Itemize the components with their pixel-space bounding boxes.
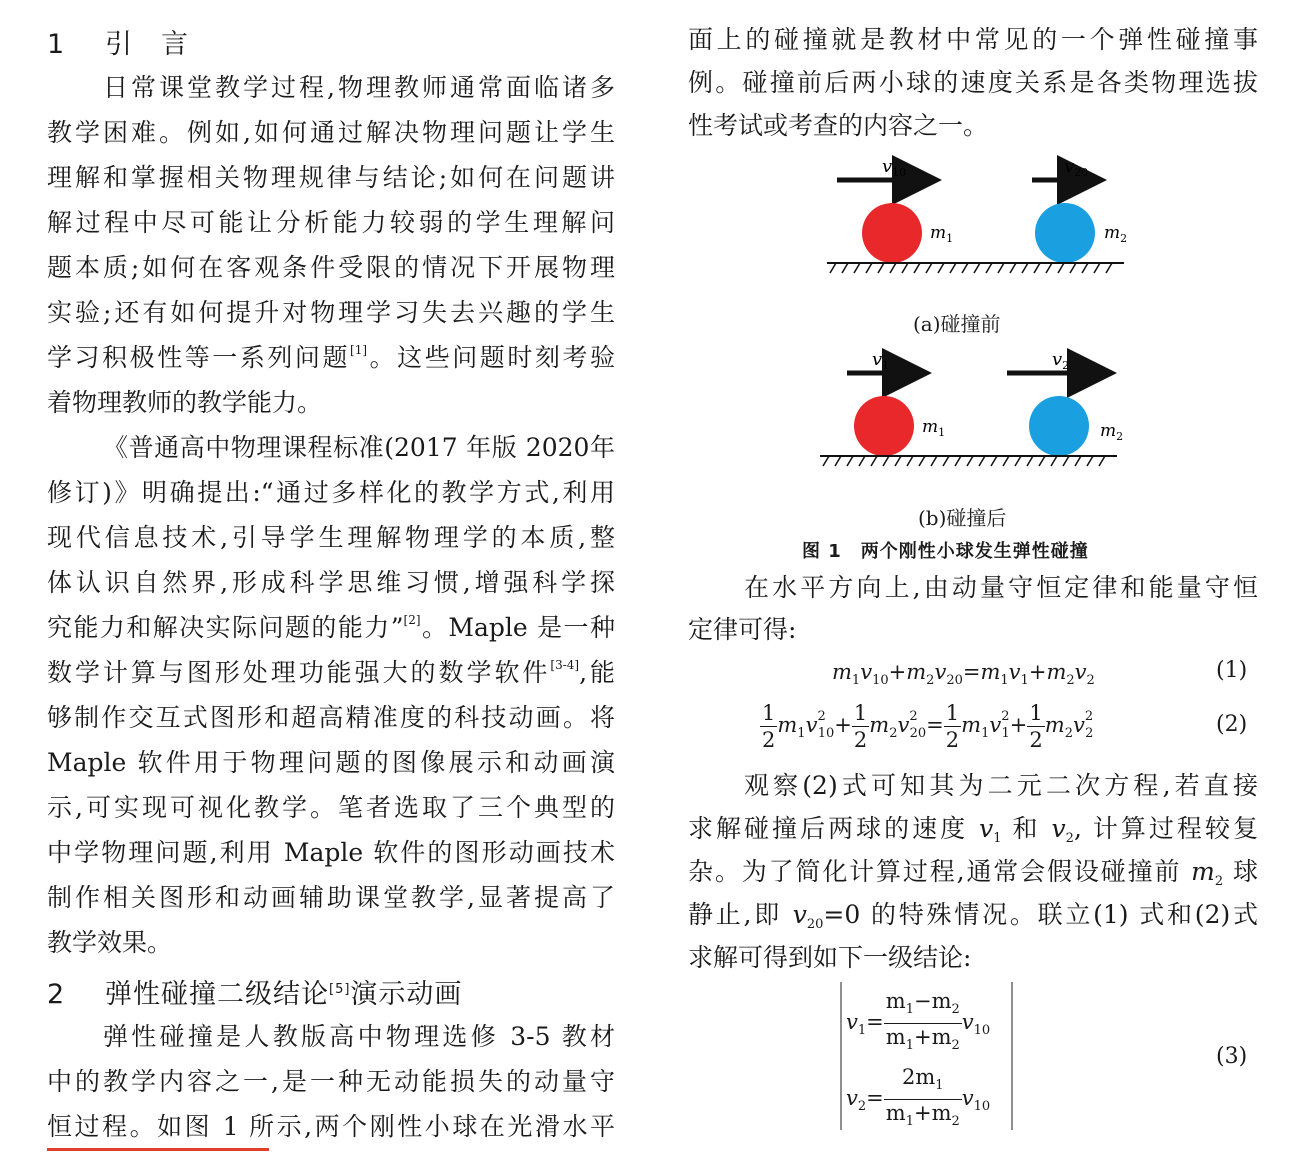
equation-2: $\frac{1}{2}$ $m_1v^2_{10}+$ $\frac{1}{2}$ $m_2v^2_{20}=$ $\frac{1}{2}$ $m_1v^2_1+$ $\frac{1}{2}$ $m_2v^2_2$ [762, 701, 1094, 752]
text-line: 题本质;如何在客观条件受限的情况下开展物理 [47, 253, 615, 282]
hatch-tick [967, 456, 973, 466]
velocity-label-left: $v_{10}$ [882, 156, 907, 179]
text-line-with-math: 杂。为了简化计算过程,通常会假设碰撞前 $m_2$ 球 [688, 857, 1258, 889]
text-line: 理解和掌握相关物理规律与结论;如何在问题讲 [47, 163, 615, 192]
text-line: 《普通高中物理课程标准(2017 年版 2020年 [103, 433, 615, 462]
hatch-tick [883, 456, 889, 466]
ground-hatching [823, 456, 1105, 466]
text-line-with-math: 静止,即 $v_{20}=0$ 的特殊情况。联立(1) 式和(2)式 [688, 900, 1258, 932]
text-line-with-math: 求解碰撞后两球的速度 $v_1$ 和 $v_2$, 计算过程较复 [688, 814, 1258, 846]
equation-3-line-1: $v_1=$ $\frac{m_1-m_2}{m_1+m_2}$ $v_{10}$ [846, 989, 991, 1053]
text-line: 现代信息技术,引导学生理解物理学的本质,整 [47, 523, 615, 552]
text-line-with-citation [47, 657, 615, 689]
equation-number: (3) [1216, 1044, 1248, 1069]
hatch-tick [974, 263, 980, 273]
ball-m2 [1035, 203, 1095, 263]
ground-hatching [830, 263, 1112, 273]
text-segment: 的特殊情况。联立(1) 式和(2)式 [871, 900, 1258, 929]
text-line: 日常课堂教学过程,物理教师通常面临诸多 [103, 73, 615, 102]
hatch-tick [1058, 263, 1064, 273]
text-segment: 。Maple 是一种 [420, 613, 615, 642]
hatch-tick [919, 456, 925, 466]
text-segment: 球 [1232, 857, 1258, 886]
hatch-tick [878, 263, 884, 273]
velocity-label-right: $v_{20}$ [1064, 156, 1089, 179]
equation-3-line-2: $v_2=$ $\frac{2m_1}{m_1+m_2}$ $v_{10}$ [846, 1065, 991, 1129]
text-line: 观察(2)式可知其为二元二次方程,若直接 [744, 771, 1258, 800]
hatch-tick [842, 263, 848, 273]
text-segment: 求解碰撞后两球的速度 [688, 814, 969, 843]
text-line: 示,可实现可视化教学。笔者选取了三个典型的 [47, 793, 615, 822]
text-line: Maple 软件用于物理问题的图像展示和动画演 [47, 748, 615, 777]
section-heading-introduction [47, 22, 189, 61]
hatch-tick [938, 263, 944, 273]
figure-panel-after [820, 349, 1123, 466]
section-title: 弹性碰撞二级结论 [105, 979, 329, 1010]
text-line: 定律可得: [688, 615, 797, 644]
text-line: 中的教学内容之一,是一种无动能损失的动量守 [47, 1067, 615, 1096]
section-number: 2 [47, 979, 66, 1010]
ball-m2 [1029, 396, 1089, 456]
mass-label-m2: $m_2$ [1104, 223, 1128, 245]
text-line: 恒过程。如图 1 所示,两个刚性小球在光滑水平 [47, 1112, 615, 1141]
velocity-label-left: $v_1$ [872, 349, 890, 372]
hatch-tick [991, 456, 997, 466]
text-line: 教学效果。 [47, 928, 173, 957]
hatch-tick [914, 263, 920, 273]
hatch-tick [986, 263, 992, 273]
hatch-tick [1082, 263, 1088, 273]
hatch-tick [979, 456, 985, 466]
ball-m1 [862, 203, 922, 263]
figure-title: 图 1 两个刚性小球发生弹性碰撞 [802, 541, 1089, 562]
equation-number: (1) [1216, 658, 1248, 683]
text-line-with-citation [47, 612, 615, 644]
text-segment: 和 [1012, 814, 1041, 843]
citation-ref: [2] [403, 613, 421, 627]
mass-label-m1: $m_1$ [922, 417, 946, 439]
section-title: 引 言 [105, 29, 189, 60]
hatch-tick [823, 456, 829, 466]
subfigure-caption-a: (a)碰撞前 [913, 312, 1001, 336]
text-line-with-citation [47, 342, 615, 374]
text-line: 求解可得到如下一级结论: [688, 943, 972, 972]
hatch-tick [871, 456, 877, 466]
hatch-tick [1094, 263, 1100, 273]
hatch-tick [1099, 456, 1105, 466]
hatch-tick [1010, 263, 1016, 273]
equation-3 [836, 980, 1018, 1132]
text-line: 着物理教师的教学能力。 [47, 388, 323, 417]
text-line: 例。碰撞前后两小球的速度关系是各类物理选拔 [688, 68, 1258, 97]
ball-m1 [854, 396, 914, 456]
text-line: 实验;还有如何提升对物理学习失去兴趣的学生 [47, 298, 615, 327]
section-number: 1 [47, 29, 66, 60]
mass-label-m1: $m_1$ [930, 223, 954, 245]
citation-ref: [3-4] [550, 658, 580, 672]
hatch-tick [1022, 263, 1028, 273]
hatch-tick [1034, 263, 1040, 273]
text-line: 弹性碰撞是人教版高中物理选修 3-5 教材 [103, 1022, 615, 1051]
hatch-tick [1063, 456, 1069, 466]
hatch-tick [859, 456, 865, 466]
hatch-tick [1106, 263, 1112, 273]
citation-ref: [1] [350, 343, 368, 357]
text-segment: 学习积极性等一系列问题 [47, 343, 351, 372]
text-segment: ,能 [579, 658, 615, 687]
subfigure-caption-b: (b)碰撞后 [918, 506, 1007, 530]
text-line: 性考试或考查的内容之一。 [688, 111, 989, 140]
text-line: 修订)》明确提出:“通过多样化的教学方式,利用 [47, 478, 615, 507]
hatch-tick [1039, 456, 1045, 466]
velocity-label-right: $v_2$ [1052, 349, 1070, 372]
hatch-tick [931, 456, 937, 466]
hatch-tick [1070, 263, 1076, 273]
hatch-tick [847, 456, 853, 466]
figure-panel-before [827, 156, 1127, 273]
text-line: 体认识自然界,形成科学思维习惯,增强科学探 [47, 568, 615, 597]
annotation-underline [47, 1148, 269, 1151]
equation-1: $m_1v_{10}+m_2v_{20}=m_1v_1+m_2v_2$ [832, 660, 1095, 688]
equation-number: (2) [1216, 712, 1248, 737]
hatch-tick [830, 263, 836, 273]
hatch-tick [943, 456, 949, 466]
hatch-tick [890, 263, 896, 273]
text-line: 中学物理问题,利用 Maple 软件的图形动画技术 [47, 838, 615, 867]
hatch-tick [1075, 456, 1081, 466]
text-segment: 静止,即 [688, 900, 783, 929]
hatch-tick [1027, 456, 1033, 466]
hatch-tick [907, 456, 913, 466]
section-heading-elastic-collision [47, 972, 462, 1011]
hatch-tick [950, 263, 956, 273]
hatch-tick [895, 456, 901, 466]
hatch-tick [835, 456, 841, 466]
text-segment: 杂。为了简化计算过程,通常会假设碰撞前 [688, 857, 1182, 886]
text-segment: , 计算过程较复 [1073, 814, 1258, 843]
text-line: 教学困难。例如,如何通过解决物理问题让学生 [47, 118, 615, 147]
hatch-tick [955, 456, 961, 466]
text-line: 制作相关图形和动画辅助课堂教学,显著提高了 [47, 883, 615, 912]
text-line: 够制作交互式图形和超高精准度的科技动画。将 [47, 703, 615, 732]
text-segment: 究能力和解决实际问题的能力” [47, 613, 404, 642]
mass-label-m2: $m_2$ [1100, 421, 1124, 443]
hatch-tick [1051, 456, 1057, 466]
hatch-tick [998, 263, 1004, 273]
text-segment: 。这些问题时刻考验 [367, 343, 615, 372]
text-line: 解过程中尽可能让分析能力较弱的学生理解问 [47, 208, 615, 237]
hatch-tick [962, 263, 968, 273]
section-title-tail: 演示动画 [350, 979, 463, 1010]
hatch-tick [866, 263, 872, 273]
hatch-tick [926, 263, 932, 273]
hatch-tick [854, 263, 860, 273]
hatch-tick [1046, 263, 1052, 273]
hatch-tick [1087, 456, 1093, 466]
citation-ref: [5] [329, 982, 351, 997]
hatch-tick [1003, 456, 1009, 466]
text-line: 面上的碰撞就是教材中常见的一个弹性碰撞事 [688, 25, 1258, 54]
text-segment: 数学计算与图形处理功能强大的数学软件 [47, 658, 551, 687]
text-line: 在水平方向上,由动量守恒定律和能量守恒 [744, 573, 1258, 602]
hatch-tick [1015, 456, 1021, 466]
hatch-tick [902, 263, 908, 273]
